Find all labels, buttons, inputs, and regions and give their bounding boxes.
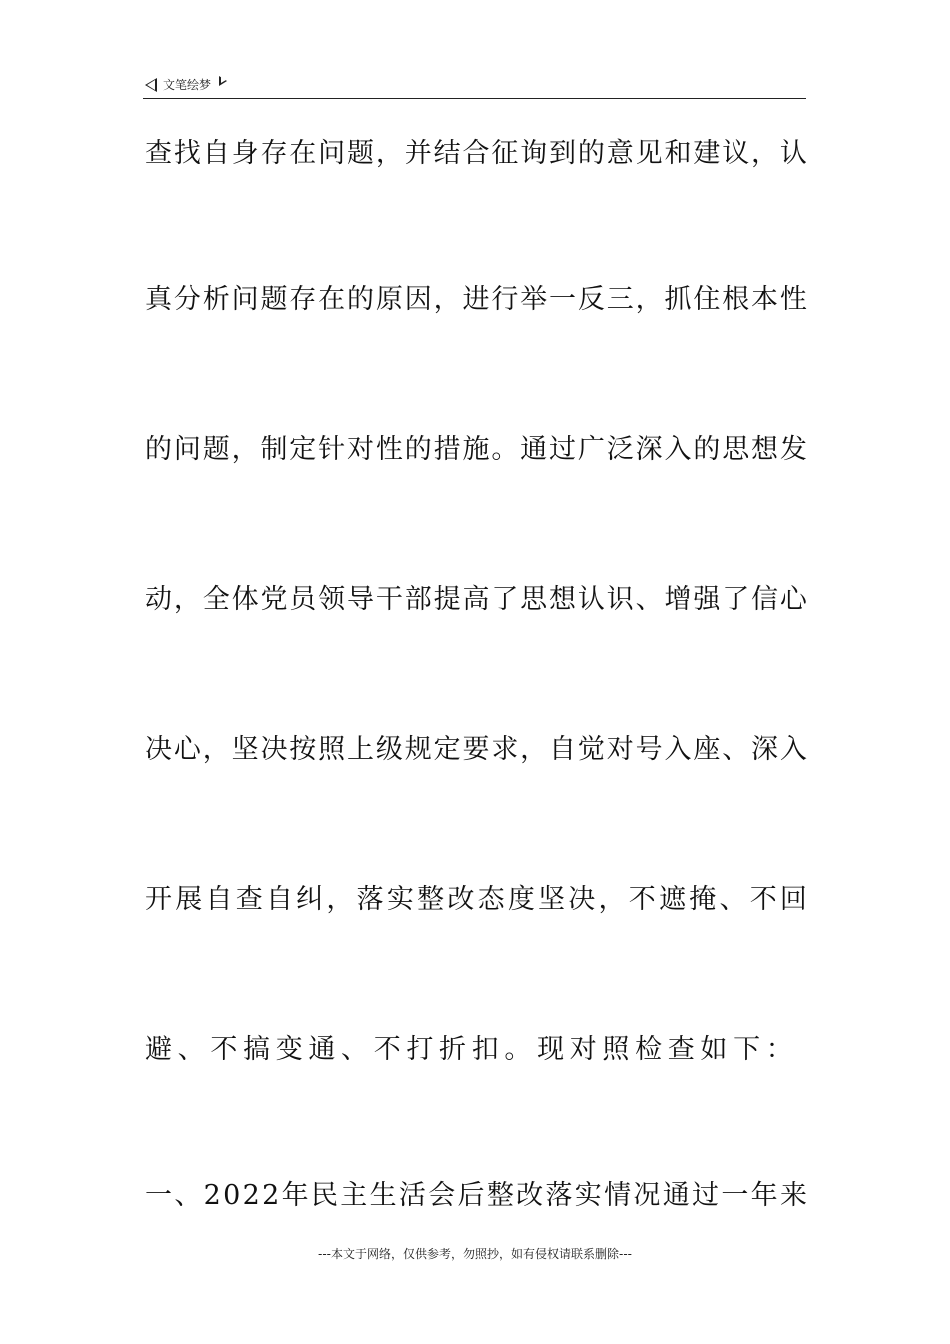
body-line-4: 动 ， 全 体 党 员 领 导 干 部 提 高 了 思 想 认 识 、 增 强 了 信 心	[145, 584, 807, 615]
triangle-right-icon	[219, 76, 227, 86]
body-line-1: 查 找 自 身 存 在 问 题 ， 并 结 合 征 询 到 的 意 见 和 建 议 ， 认	[145, 138, 807, 169]
header-brand	[145, 76, 227, 93]
body-line-7: 避 、 不 搞 变 通 、 不 打 折 扣 。 现 对 照 检 查 如 下 ：	[145, 1034, 793, 1065]
page-header	[143, 74, 806, 99]
body-line-3: 的 问 题 ， 制 定 针 对 性 的 措 施 。 通 过 广 泛 深 入 的 思 想 发	[145, 434, 807, 465]
body-line-8: 一 、 2 0 2 2 年 民 主 生 活 会 后 整 改 落 实 情 况 通 过 一 年 来	[145, 1180, 807, 1211]
body-line-2: 真 分 析 问 题 存 在 的 原 因 ， 进 行 举 一 反 三 ， 抓 住 根 本 性	[145, 284, 807, 315]
body-line-6: 开 展 自 查 自 纠 ， 落 实 整 改 态 度 坚 决 ， 不 遮 掩 、 不 回	[145, 884, 807, 915]
footer-disclaimer: ---本文于网络，仅供参考，勿照抄，如有侵权请联系删除---	[318, 1247, 632, 1261]
header-title: 文笔绘梦	[163, 78, 212, 92]
triangle-left-icon	[145, 78, 157, 92]
body-line-5: 决 心 ， 坚 决 按 照 上 级 规 定 要 求 ， 自 觉 对 号 入 座 、 深 入	[145, 734, 807, 765]
